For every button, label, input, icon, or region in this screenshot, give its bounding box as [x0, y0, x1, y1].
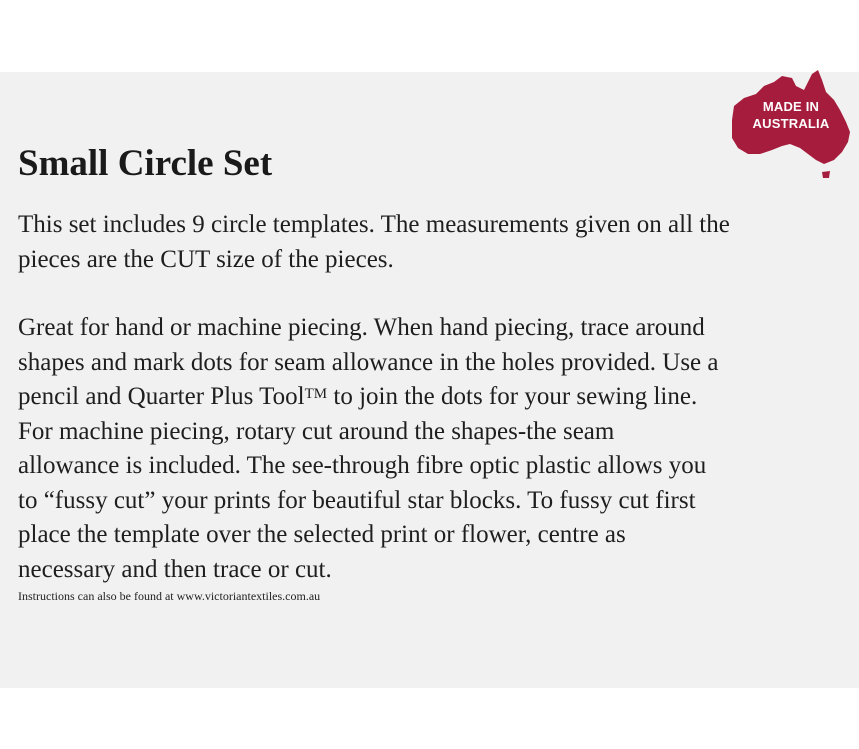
page-title: Small Circle Set — [18, 143, 273, 184]
badge-line-australia: AUSTRALIA — [752, 116, 830, 131]
instructions-line-8: necessary and then trace or cut. — [18, 555, 332, 583]
instructions-line-4: For machine piecing, rotary cut around the shapes-the seam — [18, 417, 615, 445]
intro-line-1: This set includes 9 circle templates. The measurements given on all the — [18, 211, 730, 238]
trademark-symbol: TM — [304, 386, 328, 402]
badge-line-made-in: MADE IN — [762, 99, 820, 114]
made-in-australia-badge — [726, 70, 856, 182]
badge-label — [726, 98, 856, 132]
website-footnote: Instructions can also be found at www.victoriantextiles.com.au — [18, 589, 321, 603]
instructions-line-6: to “fussy cut” your prints for beautiful star blocks. To fussy cut first — [18, 486, 696, 514]
intro-line-2: pieces are the CUT size of the pieces. — [18, 245, 394, 273]
instructions-line-3-end: to join the dots for your sewing line. — [327, 383, 698, 410]
instructions-line-2: shapes and mark dots for seam allowance in the holes provided. Use a — [18, 348, 719, 376]
intro-paragraph — [18, 208, 730, 277]
instructions-line-1: Great for hand or machine piecing. When hand piecing, trace around — [18, 314, 705, 341]
instructions-line-5: allowance is included. The see-through fibre optic plastic allows you — [18, 452, 707, 479]
instructions-paragraph — [18, 311, 719, 587]
instructions-line-7: place the template over the selected print or flower, centre as — [18, 521, 626, 548]
instructions-line-3 — [18, 380, 719, 415]
instructions-line-3-start: pencil and Quarter Plus Tool — [18, 383, 305, 410]
